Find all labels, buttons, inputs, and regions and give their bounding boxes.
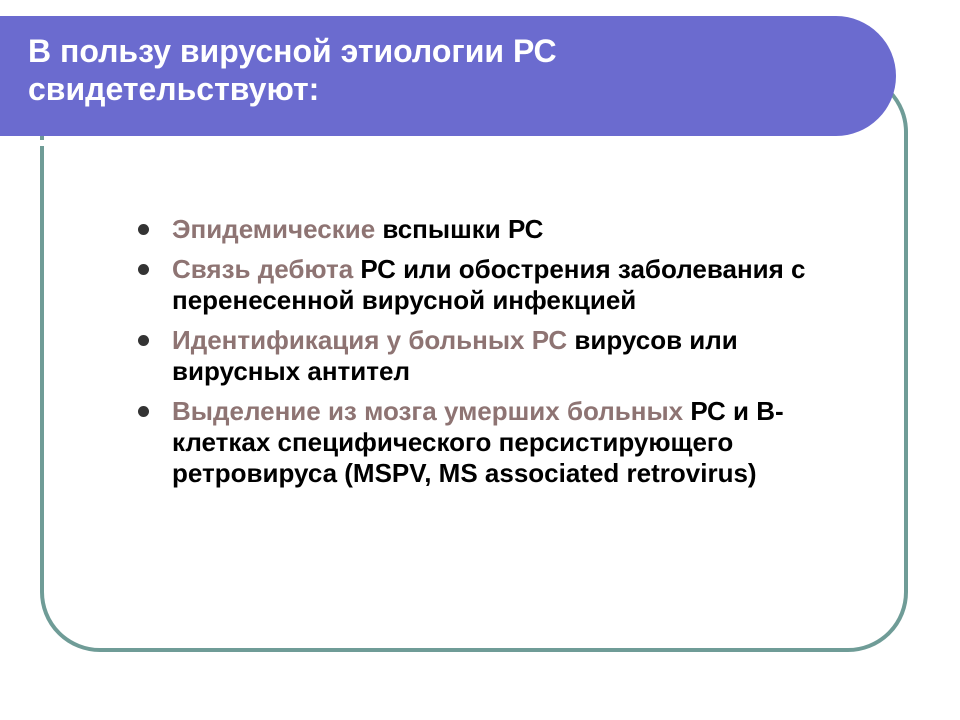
bullet-text: вирусов или вирусных антител (172, 325, 738, 386)
bullet-highlight: Эпидемические (172, 214, 376, 244)
bullet-item (130, 396, 850, 489)
bullet-dot-icon (138, 264, 149, 275)
title-underline (0, 140, 848, 146)
bullet-text: РС и В-клетках специфического персистирующего ретровируса (MSPV, MS associated retrovirus) (172, 396, 784, 488)
bullet-item (130, 325, 850, 387)
bullet-dot-icon (138, 224, 149, 235)
bullet-highlight: Связь дебюта (172, 254, 354, 284)
bullet-text: РС или обострения заболевания с перенесенной вирусной инфекцией (172, 254, 806, 315)
title-bar (0, 16, 896, 136)
slide-title: В пользу вирусной этиологии РС свидетельствуют: (28, 33, 557, 107)
bullet-list (130, 214, 850, 498)
bullet-dot-icon (138, 406, 149, 417)
bullet-dot-icon (138, 335, 149, 346)
bullet-highlight: Идентификация у больных РС (172, 325, 568, 355)
bullet-item (130, 214, 850, 245)
bullet-item (130, 254, 850, 316)
bullet-highlight: Выделение из мозга умерших больных (172, 396, 684, 426)
bullet-text: вспышки РС (375, 214, 544, 244)
